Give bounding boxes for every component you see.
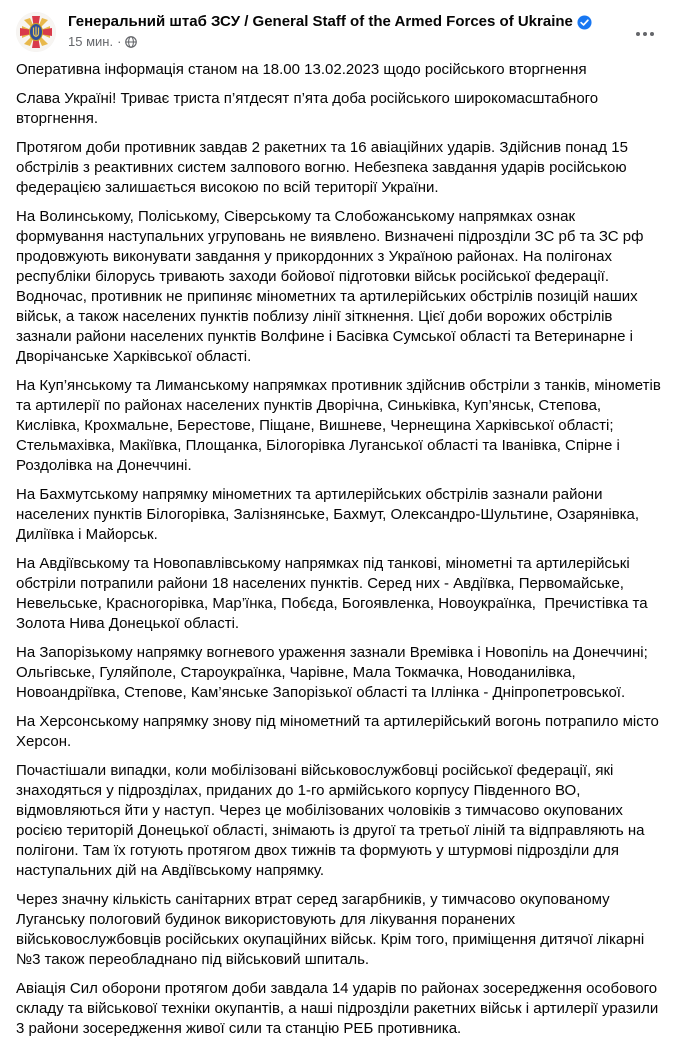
post-paragraph: Почастішали випадки, коли мобілізовані військовослужбовці російської федерації, які знаходяться у підрозділах, приданих до 1-го армійського корпусу Південного ВО, відмовляються йти у наступ. Через це мобілізованих чоловіків з тимчасово окупованих росією територій Донецької області, знімають із другої та третьої ліній та відправляють на полігони. Там їх готують протягом двох тижнів та формують у штурмові підрозділи для наступальних дій на Авдіївському напрямку. <box>16 762 649 879</box>
post-paragraph: На Волинському, Поліському, Сіверському та Слобожанському напрямках ознак формування наступальних угруповань не виявлено. Визначені підрозділи ЗС рб та ЗС рф продовжують виконувати завдання у прикордонних з Україною районах. На полігонах республіки білорусь тривають заходи бойової підготовки військ російської федерації. Водночас, противник не припиняє мінометних та артилерійських обстрілів позицій наших військ, а також населених пунктів поблизу лінії зіткнення. Цієї доби ворожих обстрілів зазнали райони населених пунктів Волфине і Басівка Сумської області та Ветеринарне і Дворічанське Харківської області. <box>16 208 648 365</box>
more-options-icon <box>643 32 647 36</box>
post-paragraph: На Авдіївському та Новопавлівському напрямках під танкові, мінометні та артилерійські обстріли потрапили райони 18 населених пунктів. Серед них - Авдіївка, Первомайське, Невельське, Красногорівка, Мар’їнка, Побєда, Богоявленка, Новоукраїнка, Пречистівка та Золота Нива Донецької області. <box>16 555 652 632</box>
more-options-button[interactable] <box>629 22 661 46</box>
meta-separator: · <box>117 34 122 49</box>
post-body-text <box>0 58 677 1055</box>
page-name-link[interactable]: Генеральний штаб ЗСУ / General Staff of the Armed Forces of Ukraine <box>68 13 573 30</box>
globe-icon <box>125 36 137 48</box>
header-text <box>68 12 661 50</box>
post-paragraph: На Запорізькому напрямку вогневого ураження зазнали Времівка і Новопіль на Донеччині; Ольгівське, Гуляйполе, Староукраїнка, Чарівне, Мала Токмачка, Новоданилівка, Новоандріївка, Степове, Кам’янське Запорізької області та Іллінка - Дніпропетровської. <box>16 644 652 701</box>
post-meta-row <box>68 34 621 50</box>
post-paragraph: Оперативна інформація станом на 18.00 13.02.2023 щодо російського вторгнення <box>16 61 587 78</box>
post-paragraph: Авіація Сил оборони протягом доби завдала 14 ударів по районах зосередження особового складу та військової техніки окупантів, а наші підрозділи ракетних військ і артилерії уразили 3 райони зосередження живої сили та станцію РЕБ противника. <box>16 980 663 1037</box>
post-header <box>0 0 677 58</box>
page-avatar[interactable] <box>16 12 56 52</box>
post-paragraph: На Бахмутському напрямку мінометних та артилерійських обстрілів зазнали райони населених пунктів Білогорівка, Залізнянське, Бахмут, Олександро-Шультине, Озарянівка, Диліївка і Майорськ. <box>16 486 644 543</box>
post-paragraph: На Куп’янському та Лиманському напрямках противник здійснив обстріли з танків, мінометів та артилерії по районах населених пунктів Дворічна, Синьківка, Куп’янськ, Степова, Кислівка, Крохмальне, Берестове, Піщане, Вишневе, Чернещина Харківської області; Стельмахівка, Макіївка, Площанка, Білогорівка Луганської області та Іванівка, Спірне і Роздолівка на Донеччині. <box>16 377 665 474</box>
post-paragraph: Протягом доби противник завдав 2 ракетних та 16 авіаційних ударів. Здійснив понад 15 обстрілів з реактивних систем залпового вогню. Небезпека завдання ударів російською федерацією залишається високою по всій території України. <box>16 139 633 196</box>
emblem-avatar-icon <box>16 12 56 52</box>
page-name-row <box>68 12 621 32</box>
timestamp-link[interactable]: 15 мин. <box>68 34 114 49</box>
more-options-icon <box>636 32 640 36</box>
post-paragraph: Через значну кількість санітарних втрат серед загарбників, у тимчасово окупованому Луганську пологовий будинок використовують для лікування поранених військовослужбовців російських окупаційних військ. Крім того, приміщення дитячої лікарні №3 також переобладнано під військовий шпиталь. <box>16 891 649 968</box>
verified-badge-icon <box>577 15 592 30</box>
more-options-icon <box>650 32 654 36</box>
post-paragraph: На Херсонському напрямку знову під мінометний та артилерійський вогонь потрапило місто Херсон. <box>16 713 663 750</box>
post-paragraph: Слава Україні! Триває триста п’ятдесят п’ята доба російського широкомасштабного вторгнення. <box>16 90 603 127</box>
